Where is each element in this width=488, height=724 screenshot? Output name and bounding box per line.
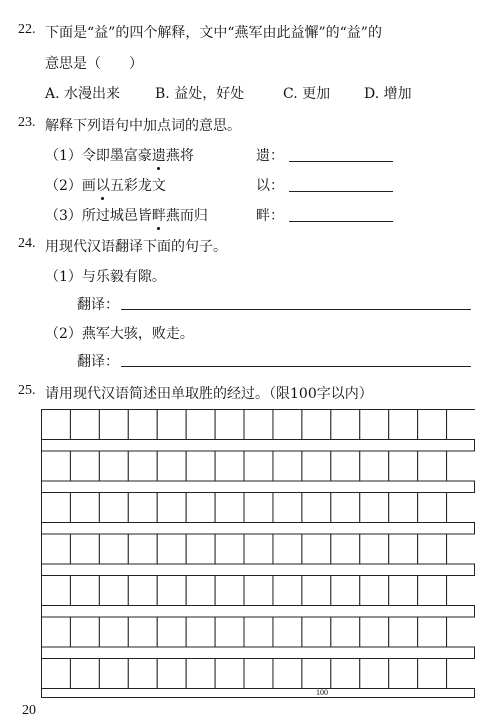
grid-cell[interactable] [273,617,302,647]
grid-cell[interactable] [99,451,128,481]
grid-cell[interactable] [70,451,99,481]
q23-label-3: 畔： [256,208,284,224]
grid-cell[interactable] [215,451,244,481]
grid-cell[interactable] [215,659,244,689]
grid-cell[interactable] [447,617,475,647]
grid-cell[interactable] [418,659,447,689]
grid-cell[interactable] [360,534,389,564]
sentence-before: 令即墨富豪 [81,148,152,164]
q22-stem-line1: 下面是“益”的四个解释，文中“燕军由此益懈”的“益”的 [45,25,382,41]
grid-cell[interactable] [186,451,215,481]
grid-cell[interactable] [389,534,418,564]
q22-stem-line2: 意思是（ ） [45,56,143,72]
item-index: （1） [45,148,82,164]
grid-cell[interactable] [70,617,99,647]
grid-cell[interactable] [360,576,389,606]
grid-cell[interactable] [273,576,302,606]
grid-cell[interactable] [128,493,157,523]
q24-translate-label-2: 翻译： [77,354,119,370]
grid-cell[interactable] [389,617,418,647]
grid-cell[interactable] [331,617,360,647]
q24-stem: 用现代汉语翻译下面的句子。 [45,239,227,255]
q23-number: 23. [18,115,36,130]
grid-cell[interactable] [302,617,331,647]
grid-cell[interactable] [42,410,71,440]
grid-cell[interactable] [42,576,71,606]
q24-answer-line-1[interactable] [121,309,471,310]
grid-cell[interactable] [331,534,360,564]
q22-option-c [283,83,330,103]
grid-cell[interactable] [302,451,331,481]
grid-cell[interactable] [389,576,418,606]
grid-cell[interactable] [157,617,186,647]
dotted-word: 遗 [152,145,166,165]
grid-cell[interactable] [244,659,273,689]
grid-cell[interactable] [128,617,157,647]
sentence-after: 五彩龙文 [109,178,166,194]
grid-cell[interactable] [215,534,244,564]
grid-cell[interactable] [99,410,128,440]
sentence-before: 画 [81,178,96,194]
grid-cell[interactable] [157,451,186,481]
grid-cell[interactable] [447,659,475,689]
page-number: 20 [22,703,36,718]
grid-cell[interactable] [389,410,418,440]
q22-option-a [45,83,120,103]
grid-cell[interactable] [128,576,157,606]
grid-cell[interactable] [70,410,99,440]
item-index: （2） [45,326,82,342]
option-key: C. [283,86,298,102]
option-key: D. [364,86,380,102]
grid-cell[interactable] [331,410,360,440]
grid-cell[interactable] [42,451,71,481]
grid-cell[interactable] [186,576,215,606]
grid-cell[interactable] [186,410,215,440]
grid-cell[interactable] [215,617,244,647]
grid-cell[interactable] [447,493,475,523]
sentence: 与乐毅有隙。 [81,269,166,285]
grid-cell[interactable] [157,576,186,606]
dotted-word: 畔 [152,205,166,225]
grid-cell[interactable] [389,659,418,689]
grid-cell[interactable] [70,659,99,689]
grid-cell[interactable] [360,451,389,481]
grid-cell[interactable] [244,576,273,606]
grid-cell[interactable] [244,493,273,523]
grid-cell[interactable] [273,534,302,564]
grid-cell[interactable] [418,617,447,647]
grid-cell[interactable] [302,493,331,523]
option-key: A. [45,86,60,102]
q23-answer-line-1[interactable] [289,161,393,162]
q24-item-2 [45,323,194,343]
q22-option-d [364,83,412,103]
grid-cell[interactable] [302,410,331,440]
grid-cell[interactable] [447,451,475,481]
grid-cell[interactable] [418,451,447,481]
grid-cell[interactable] [302,576,331,606]
grid-cell[interactable] [70,534,99,564]
grid-cell[interactable] [215,576,244,606]
grid-cell[interactable] [331,576,360,606]
item-index: （1） [45,269,82,285]
grid-cells [42,410,476,698]
grid-cell[interactable] [42,617,71,647]
grid-cell[interactable] [273,410,302,440]
q23-item-2 [45,175,166,195]
grid-cell[interactable] [273,493,302,523]
grid-cell[interactable] [360,493,389,523]
q22-number: 22. [18,22,36,37]
grid-cell[interactable] [273,451,302,481]
q25-stem: 请用现代汉语简述田单取胜的经过。（限100字以内） [45,386,373,402]
q24-number: 24. [18,236,36,251]
grid-cell[interactable] [302,659,331,689]
option-text: 水漫出来 [64,86,121,102]
grid-cell[interactable] [360,659,389,689]
grid-cell[interactable] [273,659,302,689]
item-index: （3） [45,208,82,224]
grid-cell[interactable] [157,493,186,523]
grid-cell[interactable] [418,576,447,606]
grid-cell[interactable] [157,410,186,440]
q23-label-1: 遗： [256,148,284,164]
grid-cell[interactable] [331,451,360,481]
grid-cell[interactable] [157,534,186,564]
grid-cell[interactable] [389,451,418,481]
grid-cell[interactable] [186,534,215,564]
q23-item-1 [45,145,194,165]
grid-cell[interactable] [447,534,475,564]
grid-cell[interactable] [70,576,99,606]
grid-cell[interactable] [42,659,71,689]
sentence-after: 燕将 [165,148,194,164]
grid-cell[interactable] [128,410,157,440]
grid-cell[interactable] [215,410,244,440]
grid-cell[interactable] [447,576,475,606]
grid-cell[interactable] [360,410,389,440]
grid-cell[interactable] [128,534,157,564]
grid-cell[interactable] [70,493,99,523]
q23-answer-line-3[interactable] [289,221,393,222]
grid-cell[interactable] [99,493,128,523]
option-key: B. [155,86,170,102]
q23-item-3 [45,205,208,225]
grid-cell[interactable] [418,410,447,440]
grid-cell[interactable] [418,493,447,523]
option-text: 益处，好处 [174,86,245,102]
grid-cell[interactable] [389,493,418,523]
q24-answer-line-2[interactable] [121,366,471,367]
writing-grid[interactable] [41,409,475,699]
char-count-marker: 100 [316,688,328,697]
grid-cell[interactable] [186,617,215,647]
grid-cell[interactable] [42,534,71,564]
grid-cell[interactable] [99,659,128,689]
q22-option-b [155,83,244,103]
q24-item-1 [45,266,166,286]
grid-cell[interactable] [215,493,244,523]
option-text: 增加 [383,86,412,102]
grid-cell[interactable] [447,410,475,440]
grid-cell[interactable] [331,493,360,523]
grid-cell[interactable] [244,410,273,440]
grid-cell[interactable] [128,659,157,689]
grid-cell[interactable] [331,659,360,689]
grid-cell[interactable] [128,451,157,481]
grid-cell[interactable] [302,534,331,564]
q24-translate-label-1: 翻译： [77,297,119,313]
grid-cell[interactable] [157,659,186,689]
grid-cell[interactable] [99,576,128,606]
grid-cell[interactable] [418,534,447,564]
grid-cell[interactable] [186,659,215,689]
sentence-after: 燕而归 [165,208,208,224]
grid-cell[interactable] [99,534,128,564]
grid-cell[interactable] [244,451,273,481]
q23-label-2: 以： [256,178,284,194]
grid-cell[interactable] [99,617,128,647]
item-index: （2） [45,178,82,194]
dotted-word: 以 [96,175,110,195]
grid-cell[interactable] [360,617,389,647]
option-text: 更加 [302,86,331,102]
grid-cell[interactable] [244,617,273,647]
sentence: 燕军大骇，败走。 [81,326,194,342]
q23-answer-line-2[interactable] [289,191,393,192]
q25-number: 25. [18,383,36,398]
q23-stem: 解释下列语句中加点词的意思。 [45,118,241,134]
grid-cell[interactable] [186,493,215,523]
grid-cell[interactable] [244,534,273,564]
sentence-before: 所过城邑皆 [81,208,152,224]
grid-cell[interactable] [42,493,71,523]
